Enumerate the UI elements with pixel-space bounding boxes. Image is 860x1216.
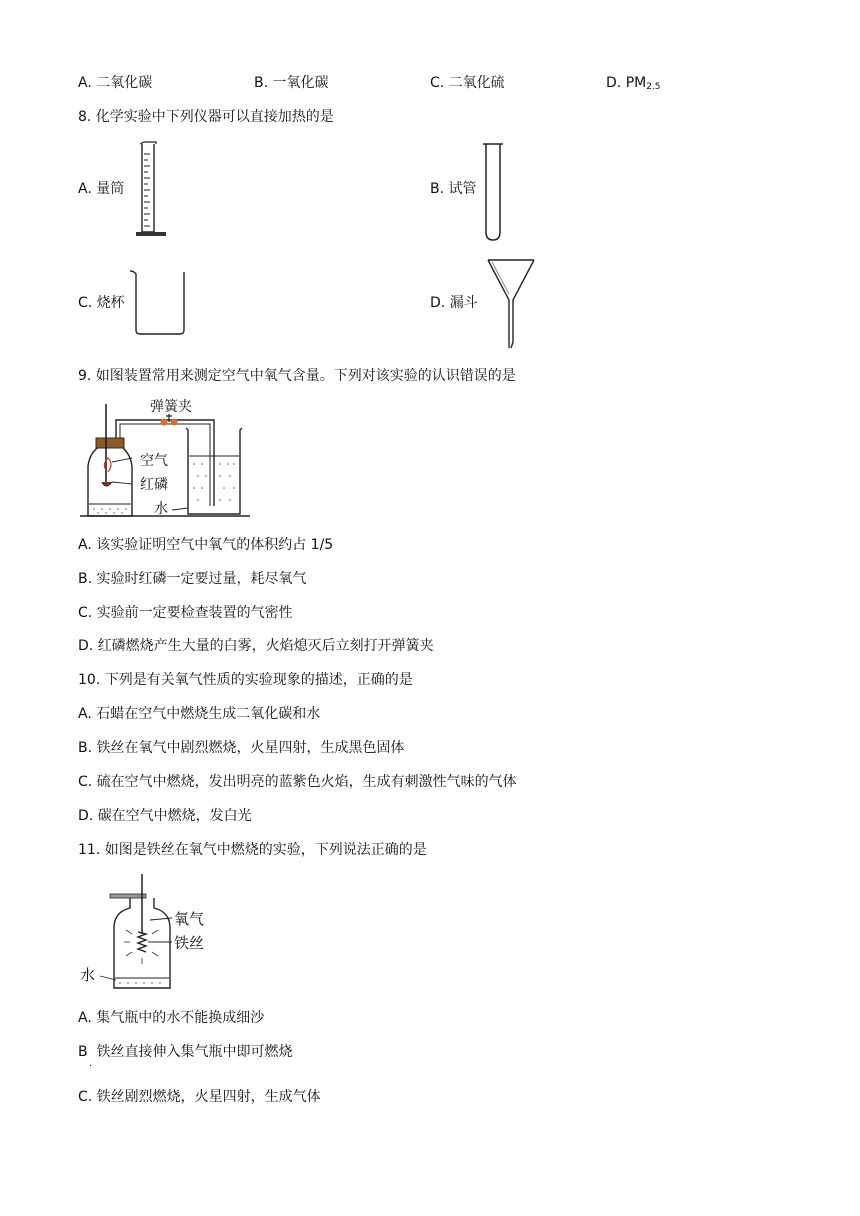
stray-dot: · [89, 1061, 93, 1072]
funnel-icon [482, 256, 542, 354]
q7-option-c: C. 二氧化硫 [430, 75, 505, 91]
label-spring-clamp: 弹簧夹 [150, 399, 192, 415]
label-water: 水 [154, 501, 168, 517]
q9-option-a: A. 该实验证明空气中氧气的体积约占 1/5 [78, 537, 334, 553]
q7-option-b: B. 一氧化碳 [254, 75, 329, 91]
label-water-11: 水 [80, 966, 96, 984]
q8-stem: 8. 化学实验中下列仪器可以直接加热的是 [78, 109, 334, 125]
q8-option-a: A. 量筒 [78, 181, 125, 197]
q9-stem: 9. 如图装置常用来测定空气中氧气含量。下列对该实验的认识错误的是 [78, 368, 516, 384]
q8-option-d: D. 漏斗 [430, 295, 478, 311]
q11-stem: 11. 如图是铁丝在氧气中燃烧的实验，下列说法正确的是 [78, 842, 427, 858]
q7-option-a: A. 二氧化碳 [78, 75, 153, 91]
q9-option-b: B. 实验时红磷一定要过量，耗尽氧气 [78, 571, 307, 587]
q8-option-c: C. 烧杯 [78, 295, 125, 311]
q11-option-b: B 铁丝直接伸入集气瓶中即可燃烧 [78, 1044, 293, 1060]
label-air: 空气 [140, 453, 168, 469]
q7-option-d: D. $PM_{2.5}$ [606, 75, 661, 92]
q9-option-c: C. 实验前一定要检查装置的气密性 [78, 605, 293, 621]
label-iron-wire: 铁丝 [174, 934, 205, 952]
beaker-icon [128, 268, 194, 338]
label-oxygen: 氧气 [174, 910, 205, 928]
q10-option-b: B. 铁丝在氧气中剧烈燃烧，火星四射，生成黑色固体 [78, 740, 405, 756]
q10-option-c: C. 硫在空气中燃烧，发出明亮的蓝紫色火焰，生成有刺激性气味的气体 [78, 774, 517, 790]
q9-option-d: D. 红磷燃烧产生大量的白雾，火焰熄灭后立刻打开弹簧夹 [78, 638, 434, 654]
graduated-cylinder-icon [130, 140, 170, 242]
q11-option-c: C. 铁丝剧烈燃烧，火星四射，生成气体 [78, 1089, 321, 1105]
q11-option-a: A. 集气瓶中的水不能换成细沙 [78, 1010, 265, 1026]
iron-wire-combustion-figure [100, 872, 200, 994]
label-red-phosphorus: 红磷 [140, 477, 168, 493]
q10-stem: 10. 下列是有关氧气性质的实验现象的描述，正确的是 [78, 672, 413, 688]
q10-option-d: D. 碳在空气中燃烧，发白光 [78, 808, 252, 824]
q8-option-b: B. 试管 [430, 181, 477, 197]
test-tube-icon [480, 140, 510, 244]
q10-option-a: A. 石蜡在空气中燃烧生成二氧化碳和水 [78, 706, 321, 722]
